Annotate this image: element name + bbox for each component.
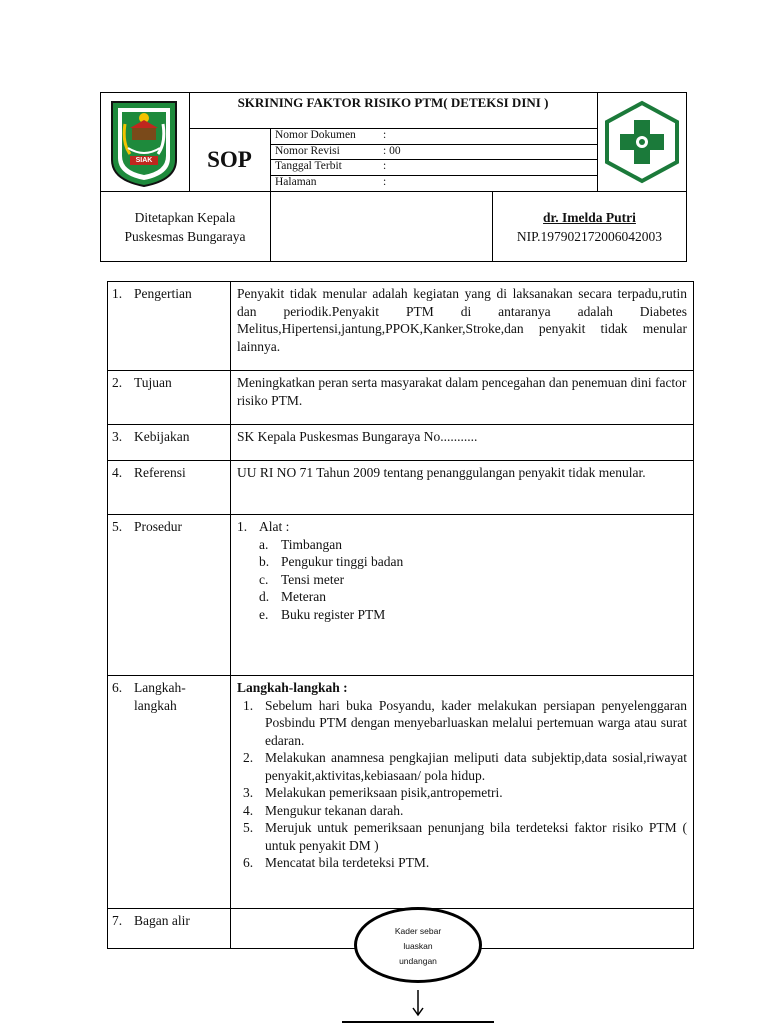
flow-arrow xyxy=(410,990,426,1018)
row-kebijakan: 3. Kebijakan SK Kepala Puskesmas Bungaraya No........... xyxy=(108,425,694,461)
sop-label: SOP xyxy=(207,147,252,172)
approval-line-2: Puskesmas Bungaraya xyxy=(124,229,246,244)
label-langkah: Langkah- xyxy=(134,680,186,695)
text-kebijakan: SK Kepala Puskesmas Bungaraya No........... xyxy=(231,425,694,461)
regency-logo-text: SIAK xyxy=(135,157,153,164)
row-bagan: 7. Bagan alir xyxy=(108,909,694,949)
list-item: e. Buku register PTM xyxy=(259,606,386,622)
label-tujuan: Tujuan xyxy=(134,375,172,390)
signer-nip: NIP.197902172006042003 xyxy=(516,229,663,244)
text-prosedur xyxy=(231,515,694,676)
alat-heading: 1. Alat : xyxy=(237,519,290,534)
signer-name: dr. Imelda Putri xyxy=(543,210,636,225)
langkah-heading: Langkah-langkah : xyxy=(237,680,348,695)
label-referensi: Referensi xyxy=(134,465,186,480)
text-langkah xyxy=(231,676,694,909)
row-pengertian: 1. Pengertian Penyakit tidak menular adalah kegiatan yang di laksanakan secara terpadu,rutin dan periodik.Penyakit PTM di antaranya adalah Diabetes Melitus,Hipertensi,jantung,PPOK,Kanker,Stroke,dan penyakit tidak menular lainnya. xyxy=(108,282,694,371)
label-bagan: Bagan alir xyxy=(134,913,190,928)
label-kebijakan: Kebijakan xyxy=(134,429,190,444)
row-referensi: 4. Referensi UU RI NO 71 Tahun 2009 tentang penanggulangan penyakit tidak menular. xyxy=(108,461,694,515)
list-item: 3. Melakukan pemeriksaan pisik,antropemetri. xyxy=(243,785,503,800)
label-pengertian: Pengertian xyxy=(134,286,192,301)
document-title: SKRINING FAKTOR RISIKO PTM( DETEKSI DINI ) xyxy=(237,95,549,110)
list-item: 5. Merujuk untuk pemeriksaan penunjang bila terdeteksi faktor risiko PTM ( untuk penyakit DM ) xyxy=(243,820,687,853)
flow-start-ellipse: Kader sebar luaskan undangan xyxy=(354,907,482,983)
list-item: b. Pengukur tinggi badan xyxy=(259,554,404,569)
text-referensi: UU RI NO 71 Tahun 2009 tentang penanggulangan penyakit tidak menular. xyxy=(231,461,694,515)
text-pengertian: Penyakit tidak menular adalah kegiatan yang di laksanakan secara terpadu,rutin dan periodik.Penyakit PTM di antaranya adalah Diabetes Melitus,Hipertensi,jantung,PPOK,Kanker,Stroke,dan penyakit tidak menular lainnya. xyxy=(231,282,694,371)
health-ministry-logo xyxy=(604,100,680,184)
regency-logo xyxy=(108,98,180,188)
meta-nomor-revisi: Nomor Revisi : 00 xyxy=(275,145,401,157)
approval-line-1: Ditetapkan Kepala xyxy=(134,210,236,225)
list-item: 2. Melakukan anamnesa pengkajian meliputi data subjektip,data sosial,riwayat penyakit,aktivitas,kebiasaan/ pola hidup. xyxy=(243,750,687,783)
meta-nomor-dokumen: Nomor Dokumen : xyxy=(275,129,387,141)
list-item: 1. Sebelum hari buka Posyandu, kader melakukan persiapan penyelenggaran Posbindu PTM dengan menyebarluaskan melalui pertemuan warga atau surat edaran. xyxy=(243,697,687,748)
list-item: 6. Mencatat bila terdeteksi PTM. xyxy=(243,855,430,870)
flow-next-box-top xyxy=(342,1021,494,1023)
list-item: a. Timbangan xyxy=(259,536,343,552)
meta-halaman: Halaman : xyxy=(275,176,387,188)
langkah-list xyxy=(237,697,687,872)
alat-list xyxy=(237,536,687,624)
sop-content-table xyxy=(107,281,694,949)
row-langkah: 6. Langkah- langkah Langkah-langkah : 1. Sebelum hari buka Posyandu, kader melakukan persiapan penyelenggaran Posbindu PTM dengan menyebarluaskan melalui pertemuan warga atau surat edaran. 2. Melakukan anamnesa pengkajian meliputi data subjektip,data sosial,riwayat penyakit,aktivitas,kebiasaan/ pola hidup. 3. Melakukan pemeriksaan pisik,antropemetri. 4. Mengukur tekanan darah. 5. Merujuk untuk pemeriksaan penunjang bila terdeteksi faktor risiko PTM ( untuk penyakit DM ) 6. Mencatat bila terdeteksi PTM. xyxy=(108,676,694,909)
meta-tanggal-terbit: Tanggal Terbit : xyxy=(275,160,387,172)
list-item: 4. Mengukur tekanan darah. xyxy=(243,802,404,818)
row-prosedur: 5. Prosedur 1. Alat : a. Timbangan b. Pengukur tinggi badan c. Tensi meter d. Meteran e. Buku register PTM xyxy=(108,515,694,676)
text-tujuan: Meningkatkan peran serta masyarakat dalam pencegahan dan penemuan dini factor risiko PTM. xyxy=(231,371,694,425)
row-tujuan: 2. Tujuan Meningkatkan peran serta masyarakat dalam pencegahan dan penemuan dini factor risiko PTM. xyxy=(108,371,694,425)
label-prosedur: Prosedur xyxy=(134,519,182,534)
list-item: c. Tensi meter xyxy=(259,571,345,587)
signer-block xyxy=(492,208,687,246)
list-item: d. Meteran xyxy=(259,589,326,604)
approval-block xyxy=(100,208,270,246)
